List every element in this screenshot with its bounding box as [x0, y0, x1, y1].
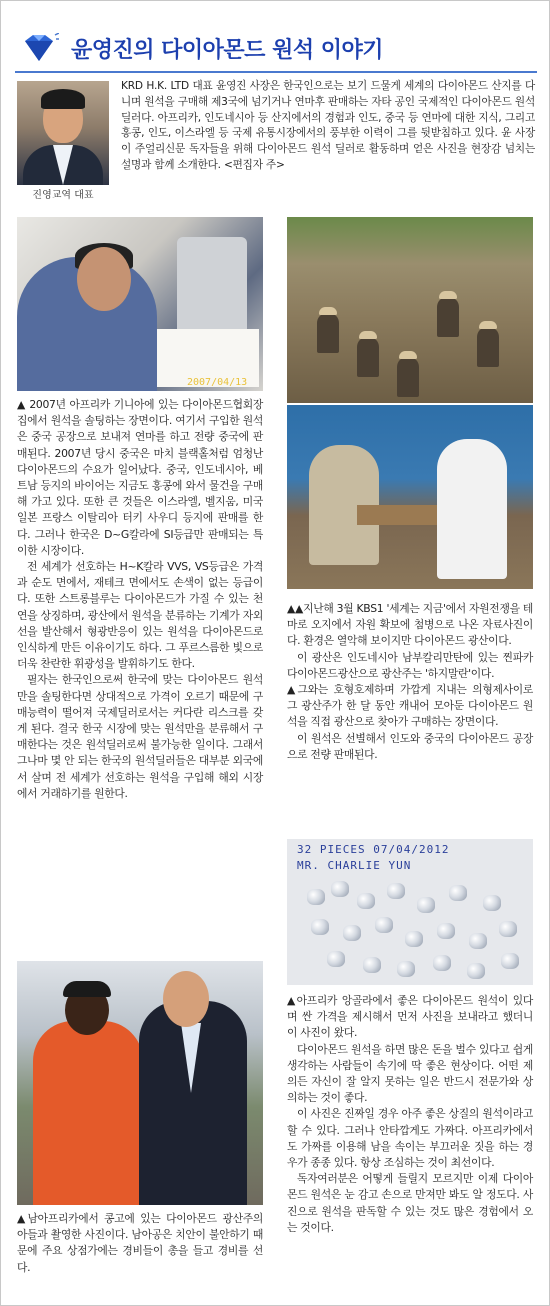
intro-paragraph: KRD H.K. LTD 대표 윤영진 사장은 한국인으로는 보기 드물게 세계의 다이아몬드 산지를 다니며 원석을 구매해 제3국에 넘기거나 연마후 판매하는 자타 공인 국제적인 다이아몬드 원석딜러다. 아프리카, 인도네시아 등 산지에서의 경험과 인도, 중국 등 연마에 대한 지식, 그리고 홍콩, 인도, 이스라엘 등 국제 유통시장에서의 풍부한 이력이 그를 뒷받침하고 있다. 윤 사장이 주얼리신문 독자들을 위해 다이아몬드 원석 딜러로 활동하며 얻은 사진을 현장감 넘치는 설명과 함께 소개한다. <편집자 주>	[121, 80, 535, 171]
paragraph: ▲아프리카 앙골라에서 좋은 다이아몬드 원석이 있다며 싼 가격을 제시해서 먼저 사진을 보내라고 했더니 이 사진이 왔다.	[287, 994, 533, 1040]
photo-label-name: MR. CHARLIE YUN	[297, 859, 412, 872]
title-rule	[15, 71, 537, 73]
photo-guard	[17, 961, 263, 1205]
portrait-caption: 진영교역 대표	[32, 190, 94, 201]
paragraph: 다이아몬드 원석을 하면 많은 돈을 벌수 있다고 쉽게 생각하는 사람들이 속기에 딱 좋은 현상이다. 어떤 제의든 자신이 잘 알지 못하는 일은 반드시 전문가와 상의하는 것이 좋다.	[287, 1042, 533, 1105]
photo-date-stamp: 2007/04/13	[187, 377, 248, 388]
diamond-icon	[19, 33, 59, 63]
photo-sorting	[17, 217, 263, 391]
photo-rough-diamonds	[287, 839, 533, 985]
paragraph: ▲▲지난해 3월 KBS1 '세계는 지금'에서 자원전쟁을 테마로 오지에서 자원 확보에 첨병으로 나온 자료사진이다. 환경은 열악해 보이지만 다이아몬드 광산이다.	[287, 602, 533, 648]
text-column-left-2	[17, 1211, 263, 1276]
paragraph: ▲ 2007년 아프리카 기니아에 있는 다이아몬드협회장 집에서 원석을 솔팅하는 장면이다. 여기서 구입한 원석은 중국 공장으로 보내져 연마를 하고 전량 중국에 판매된다. 2007년 당시 중국은 마치 블랙홀처럼 엄청난 다이아몬드의 수요가 일어났다. 중국, 인도네시아, 베트남 등지의 바이어는 지금도 홍콩에 와서 물건을 구매해 가고 있다. 또한 큰 것들은 이스라엘, 벨지움, 미국 일본 프랑스 이탈리아 터키 사우디 등지에 판매를 한다. 그러나 한국은 D~G칼라에 SI등급만 판매되는 특이한 시장이다.	[17, 398, 263, 557]
paragraph: 이 사진은 진짜일 경우 아주 좋은 상질의 원석이라고 할 수 있다. 그러나 안타깝게도 가짜다. 아프리카에서도 가짜를 이용해 남을 속이는 부끄러운 짓을 하는 경우가 종종 있다. 항상 조심하는 것이 최선이다.	[287, 1107, 533, 1170]
paragraph: 전 세계가 선호하는 H~K칼라 VVS, VS등급은 가격과 순도 면에서, 재테크 면에서도 손색이 없는 등급이다. 또한 스트롱블루는 다이아몬드가 가질 수 있는 천연을 상징하며, 광산에서 원석을 분류하는 기계가 자외선을 발산해서 형광반응이 있는 원석을 다이아몬드로 인식하게 만든 이유이기도 하다. 그 푸르스름한 빛으로 더욱 찬란한 휘광성을 발휘하기도 한다.	[17, 560, 263, 671]
photo-label-pieces: 32 PIECES 07/04/2012	[297, 843, 450, 856]
page-title: 윤영진의 다이아몬드 원석 이야기	[71, 38, 384, 63]
header	[15, 29, 535, 71]
photo-purchase	[287, 405, 533, 589]
paragraph: ▲그와는 호형호제하며 가깝게 지내는 의형제사이로 그 광산주가 한 달 동안 캐내어 모아둔 다이아몬드 원석을 직접 광산으로 찾아가 구매하는 장면이다.	[287, 683, 533, 729]
text-column-right-1	[287, 601, 533, 763]
photo-mine	[287, 217, 533, 403]
text-column-right-2	[287, 993, 533, 1236]
text-column-left-1	[17, 397, 263, 802]
paragraph: 독자여러분은 어떻게 들릴지 모르지만 이제 다이아몬드 원석은 눈 감고 손으로 만져만 봐도 알 정도다. 사진으로 원석을 판독할 수 있는 것도 많은 경험에서 오는 것이다.	[287, 1172, 533, 1234]
author-portrait	[17, 81, 109, 185]
paragraph: ▲남아프리카에서 콩고에 있는 다이아몬드 광산주의 아들과 촬영한 사진이다. 남아공은 치안이 불안하기 때문에 주요 상점가에는 경비들이 총을 들고 경비를 선다.	[17, 1212, 263, 1274]
paragraph: 이 원석은 선별해서 인도와 중국의 다이아몬드 공장으로 전량 판매된다.	[287, 731, 533, 761]
paragraph: 이 광산은 인도네시아 남부칼리만탄에 있는 찐파카 다이아몬드광산으로 광산주는 '하지말란'이다.	[287, 650, 533, 680]
paragraph: 필자는 한국인으로써 한국에 맞는 다이아몬드 원석만을 솔팅한다면 상대적으로 가격이 오르기 때문에 구매능력이 떨어져 국제딜러로서는 커다란 리스크를 갖게 된다. 결국 한국 시장에 맞는 원석만을 분류해서 구매한다는 것은 원석딜러로써 불가능한 일이다. 그래서 그나마 몇 안 되는 한국의 원석딜러들은 대부분 외국에서 살며 전 세계가 선호하는 원석을 구입해 해외 시장에서 거래하기를 원한다.	[17, 673, 263, 800]
